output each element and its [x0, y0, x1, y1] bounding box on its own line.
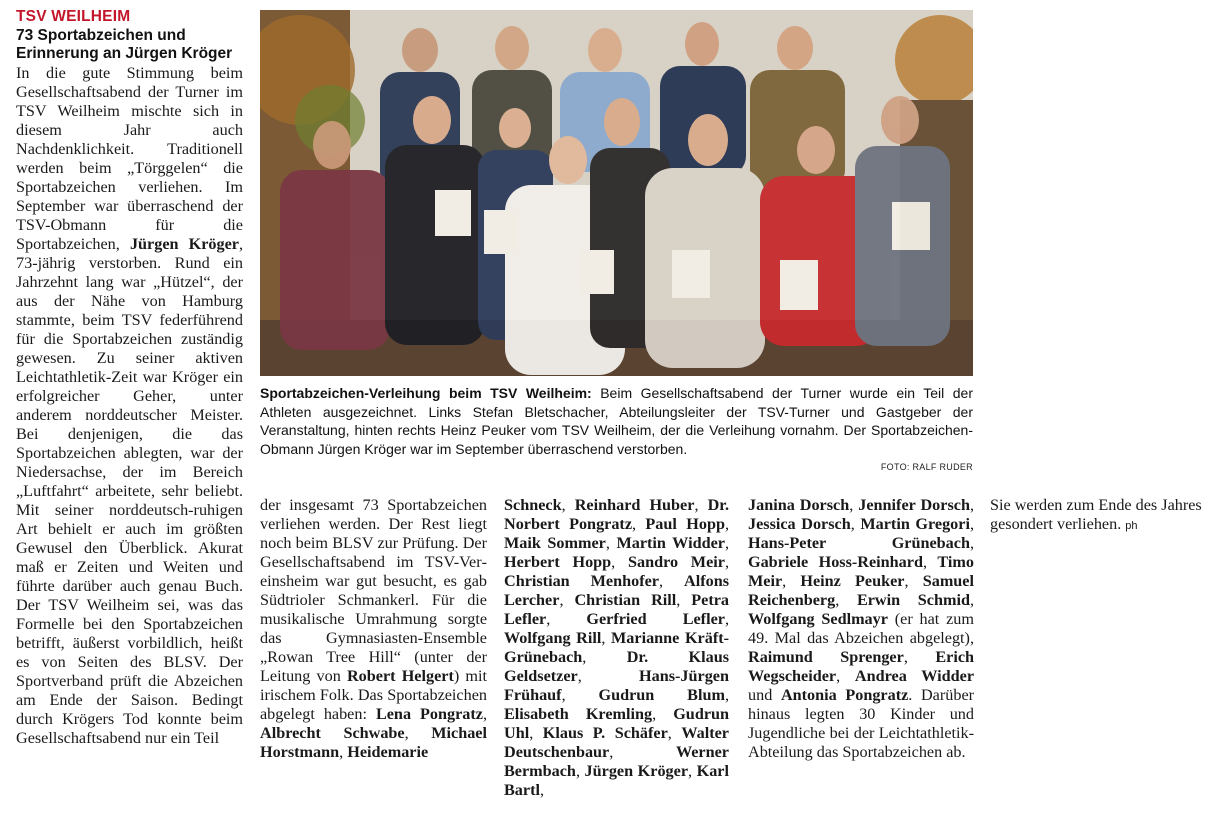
name-bold: Jürgen Kröger: [129, 235, 239, 253]
name-bold: Werner Bermbach: [504, 743, 729, 780]
text-run: ,: [658, 572, 685, 590]
name-bold: Gudrun Blum: [598, 686, 725, 704]
name-bold: Antonia Pongratz: [780, 686, 909, 704]
text-run: ,: [969, 515, 975, 533]
text-run: ,: [724, 686, 729, 704]
name-bold: Alfons Lercher: [504, 572, 730, 609]
text-run: ,: [724, 610, 729, 628]
caption-headline: Sportabzeichen-Verleihung beim TSV Weilheim:: [260, 385, 592, 401]
text-run: ,: [482, 705, 487, 723]
name-bold: Schneck: [504, 496, 562, 514]
text-run: (er hat zum 49. Mal das Abzeichen abgelegt),: [748, 610, 974, 647]
article-kicker: TSV WEILHEIM: [16, 8, 131, 25]
text-run: ,: [559, 591, 575, 609]
article-column-5: [990, 496, 1215, 536]
text-run: und: [748, 686, 781, 704]
text-run: ,: [849, 496, 859, 514]
name-bold: Gerfried Lefler: [586, 610, 725, 628]
name-bold: Martin Gregori: [860, 515, 970, 533]
text-run: ,: [724, 534, 729, 552]
name-bold: Gudrun Uhl: [504, 705, 730, 742]
name-bold: Jürgen Kröger: [584, 762, 689, 780]
caption-body: Beim Gesellschaftsabend der Turner wurde ein Teil der Athleten ausgezeichnet. Links Stefan Bletschacher, Abteilungsleiter der TSV-Turner und Gastgeber der Veranstaltung, hinten rechts Heinz Peuker vom TSV Weilheim, der die Verleihung vornahm. Der Sportabzeichen-Obmann Jürgen Kröger war im September überraschend verstorben.: [260, 385, 973, 457]
article-column-2: [260, 496, 487, 762]
name-bold: Paul Hopp: [645, 515, 725, 533]
name-bold: Heidemarie: [347, 743, 429, 761]
text-run: ,: [969, 591, 974, 609]
text-run: ) mit irischem Folk. Das Sportabzeichen abgelegt haben:: [260, 667, 487, 723]
text-run: ,: [632, 515, 646, 533]
name-bold: Heinz Peuker: [800, 572, 905, 590]
text-run: ,: [561, 496, 575, 514]
name-bold: Sandro Meir: [627, 553, 725, 571]
text-run: ,: [404, 724, 432, 742]
name-bold: Michael Horstmann: [260, 724, 487, 761]
name-bold: Jennifer Dorsch: [858, 496, 970, 514]
name-bold: Wolfgang Rill: [504, 629, 602, 647]
name-bold: Elisabeth Kremling: [504, 705, 653, 723]
name-bold: Erwin Schmid: [856, 591, 970, 609]
name-bold: Karl Bartl: [504, 762, 729, 799]
group-photo: [260, 10, 973, 376]
name-bold: Klaus P. Schäfer: [542, 724, 668, 742]
text-run: ,: [836, 667, 855, 685]
text-run: In die gute Stimmung beim Gesellschaftsabend der Turner im TSV Weilheim mischte sich in diesem Jahr auch Nachdenklichkeit. Traditionell werden beim „Törggelen“ die Sportabzeichen verliehen. Im September war überraschend der TSV-Obmann für die Sportabzeichen,: [16, 64, 243, 253]
photo-credit: FOTO: RALF RUDER: [880, 462, 973, 472]
text-run: ,: [694, 496, 708, 514]
group-photo-illustration: [260, 10, 973, 376]
name-bold: Samuel Reichenberg: [748, 572, 974, 609]
name-bold: Jessica Dorsch: [748, 515, 851, 533]
article-column-3: [504, 496, 729, 800]
name-bold: Christian Rill: [574, 591, 677, 609]
text-run: ,: [339, 743, 348, 761]
text-run: ,: [782, 572, 801, 590]
text-run: Sie werden zum Ende des Jahres gesondert verliehen.: [990, 496, 1202, 533]
name-bold: Timo Meir: [748, 553, 974, 590]
text-run: ,: [575, 762, 585, 780]
text-run: ,: [605, 534, 617, 552]
text-run: . Darüber hinaus legten 30 Kinder und Jugendliche bei der Leichtathletik-Abteilung das Sportabzeichen ab.: [748, 686, 975, 761]
text-run: ,: [539, 781, 545, 799]
text-run: ,: [546, 610, 587, 628]
name-bold: Erich Wegscheider: [748, 648, 975, 685]
text-run: ,: [577, 667, 640, 685]
text-run: ,: [529, 724, 543, 742]
text-run: ,: [904, 572, 923, 590]
text-run: ,: [601, 629, 612, 647]
text-run: der insgesamt 73 Sportabzeichen verliehen werden. Der Rest liegt noch beim BLSV zur Prüfung. Der Gesellschaftsabend im TSV-Vereinsheim war gut besucht, es gab Südtrioler Schmankerl. Für die musikalische Umrahmung sorgte das Gymnasiasten-Ensemble „Rowan Tree Hill“ (unter der Leitung von: [260, 496, 487, 685]
name-bold: Andrea Widder: [854, 667, 975, 685]
name-bold: Christian Menhofer: [504, 572, 659, 590]
name-bold: Raimund Sprenger: [748, 648, 904, 666]
name-bold: Marianne Kräft-Grünebach: [504, 629, 729, 666]
text-run: ,: [922, 553, 938, 571]
article-headline: 73 Sportabzeichen und Erinnerung an Jürgen Kröger: [16, 27, 233, 62]
text-run: ,: [582, 648, 627, 666]
name-bold: Robert Helgert: [346, 667, 454, 685]
text-run: ,: [667, 724, 682, 742]
text-run: ,: [724, 515, 729, 533]
name-bold: Reinhard Huber: [574, 496, 695, 514]
name-bold: Hans-Jürgen Frühauf: [504, 667, 729, 704]
name-bold: Petra Lefler: [504, 591, 730, 628]
name-bold: Albrecht Schwabe: [260, 724, 405, 742]
text-run: ,: [724, 553, 729, 571]
name-bold: Dr. Norbert Pongratz: [504, 496, 730, 533]
name-bold: Janina Dorsch: [748, 496, 850, 514]
name-bold: Lena Pongratz: [375, 705, 483, 723]
name-bold: Martin Widder: [616, 534, 725, 552]
name-bold: Herbert Hopp: [504, 553, 612, 571]
text-run: ,: [611, 553, 628, 571]
photo-caption: [260, 384, 973, 458]
name-bold: Wolfgang Sedlmayr: [748, 610, 888, 628]
article-column-4: [748, 496, 974, 762]
text-run: ,: [835, 591, 857, 609]
text-run: ,: [969, 534, 974, 552]
text-run: ,: [969, 496, 974, 514]
article-column-1: [16, 64, 243, 748]
name-bold: Dr. Klaus Geldsetzer: [504, 648, 730, 685]
text-run: ,: [676, 591, 692, 609]
author-initials: ph: [1125, 520, 1138, 532]
name-bold: Gabriele Hoss-Reinhard: [748, 553, 923, 571]
text-run: ,: [609, 743, 676, 761]
name-bold: Walter Deutschenbaur: [504, 724, 729, 761]
text-run: ,: [561, 686, 599, 704]
text-run: ,: [850, 515, 861, 533]
text-run: ,: [903, 648, 936, 666]
text-run: , 73-jährig verstorben. Rund ein Jahrzehnt lang war „Hützel“, der aus der Nähe von Hamburg stammte, beim TSV federführend für die Sportabzeichen zuständig gewesen. Zu seiner aktiven Leichtathletik-Zeit war Kröger ein erfolgreicher Geher, unter anderem norddeutscher Meister. Bei denjenigen, die das Sportabzeichen ablegten, war der Niedersachse, der im Bereich „Luftfahrt“ arbeitete, sehr beliebt. Mit seiner norddeutsch-ruhigen Art behielt er auch im größten Gewusel den Überblick. Akurat maß er Zeiten und Weiten und führte darüber auch genau Buch. Der TSV Weilheim sei, was das Formelle bei den Sportabzeichen betrifft, äußerst vorbildlich, heißt es von Seiten des BLSV. Der Sportverband prüft die Abzeichen am Ende der Saison. Bedingt durch Krögers Tod konnte beim Gesellschaftsabend nur ein Teil: [16, 235, 243, 747]
text-run: ,: [688, 762, 697, 780]
text-run: ,: [652, 705, 674, 723]
name-bold: Hans-Peter Grünebach: [748, 534, 970, 552]
name-bold: Maik Sommer: [504, 534, 606, 552]
